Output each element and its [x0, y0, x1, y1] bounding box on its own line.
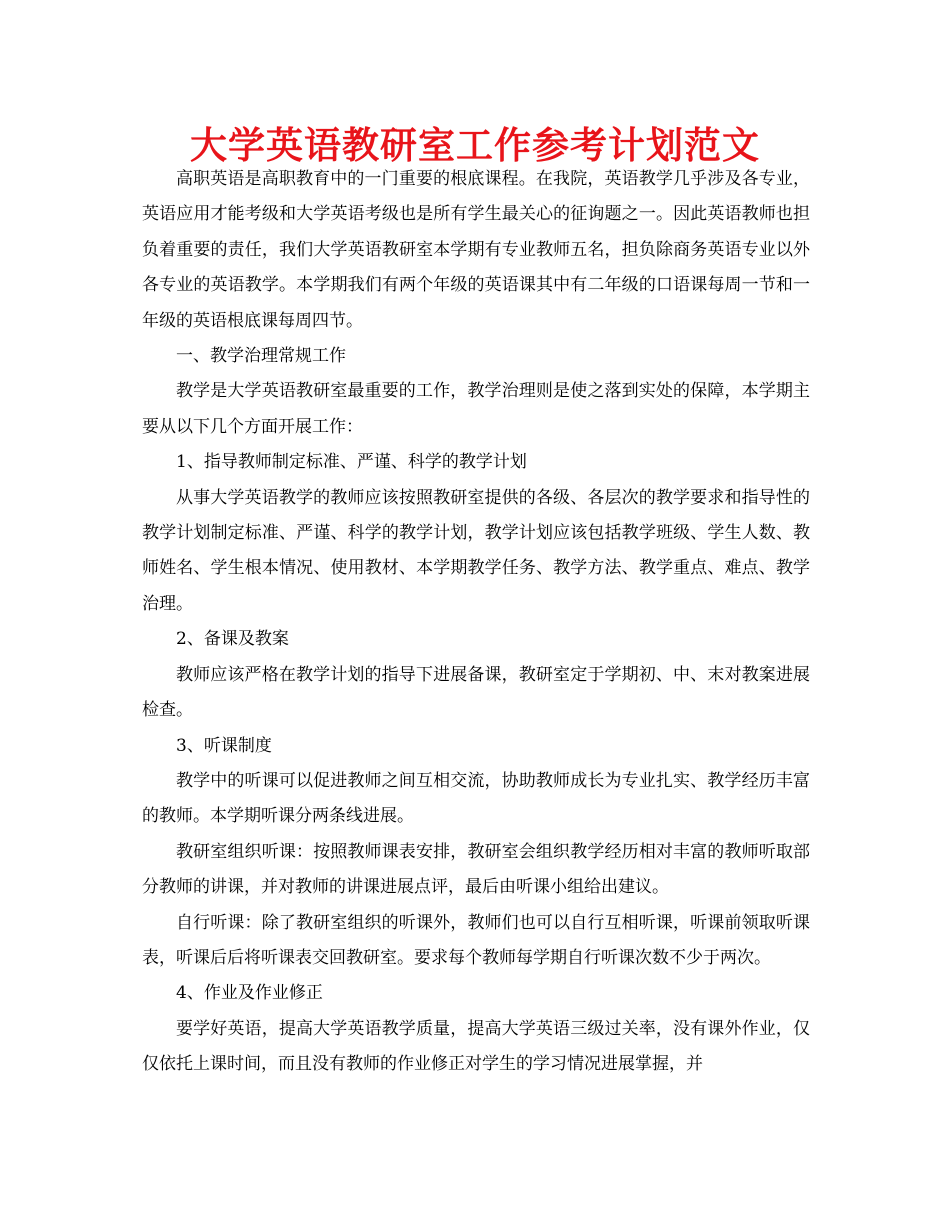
body-paragraph: 教师应该严格在教学计划的指导下进展备课，教研室定于学期初、中、末对教案进展检查。 — [142, 664, 810, 721]
body-paragraph: 教学中的听课可以促进教师之间互相交流，协助教师成长为专业扎实、教学经历丰富的教师。本学期听课分两条线进展。 — [142, 770, 810, 827]
document-title: 大学英语教研室工作参考计划范文 — [190, 124, 760, 167]
document-body — [142, 162, 810, 1083]
subsection-heading: 2、备课及教案 — [176, 629, 289, 650]
body-paragraph: 从事大学英语教学的教师应该按照教研室提供的各级、各层次的教学要求和指导性的教学计划制定标准、严谨、科学的教学计划，教学计划应该包括教学班级、学生人数、教师姓名、学生根本情况、使用教材、本学期教学任务、教学方法、教学重点、难点、教学治理。 — [142, 487, 810, 614]
body-paragraph: 要学好英语，提高大学英语教学质量，提高大学英语三级过关率，没有课外作业，仅仅依托上课时间，而且没有教师的作业修正对学生的学习情况进展掌握，并 — [142, 1018, 810, 1075]
subsection-heading: 3、听课制度 — [176, 735, 272, 756]
body-paragraph: 教学是大学英语教研室最重要的工作，教学治理则是使之落到实处的保障，本学期主要从以下几个方面开展工作： — [142, 381, 810, 437]
body-paragraph: 自行听课：除了教研室组织的听课外，教师们也可以自行互相听课，听课前领取听课表，听课后后将听课表交回教研室。要求每个教师每学期自行听课次数不少于两次。 — [142, 912, 810, 968]
section-heading: 一、教学治理常规工作 — [176, 346, 346, 367]
body-paragraph: 高职英语是高职教育中的一门重要的根底课程。在我院，英语教学几乎涉及各专业，英语应用才能考级和大学英语考级也是所有学生最关心的征询题之一。因此英语教师也担负着重要的责任，我们大学英语教研室本学期有专业教师五名，担负除商务英语专业以外各专业的英语教学。本学期我们有两个年级的英语课其中有二年级的口语课每周一节和一年级的英语根底课每周四节。 — [142, 169, 810, 331]
subsection-heading: 4、作业及作业修正 — [176, 983, 323, 1004]
body-paragraph: 教研室组织听课：按照教师课表安排，教研室会组织教学经历相对丰富的教师听取部分教师的讲课，并对教师的讲课进展点评，最后由听课小组给出建议。 — [142, 841, 810, 898]
subsection-heading: 1、指导教师制定标准、严谨、科学的教学计划 — [176, 452, 527, 473]
